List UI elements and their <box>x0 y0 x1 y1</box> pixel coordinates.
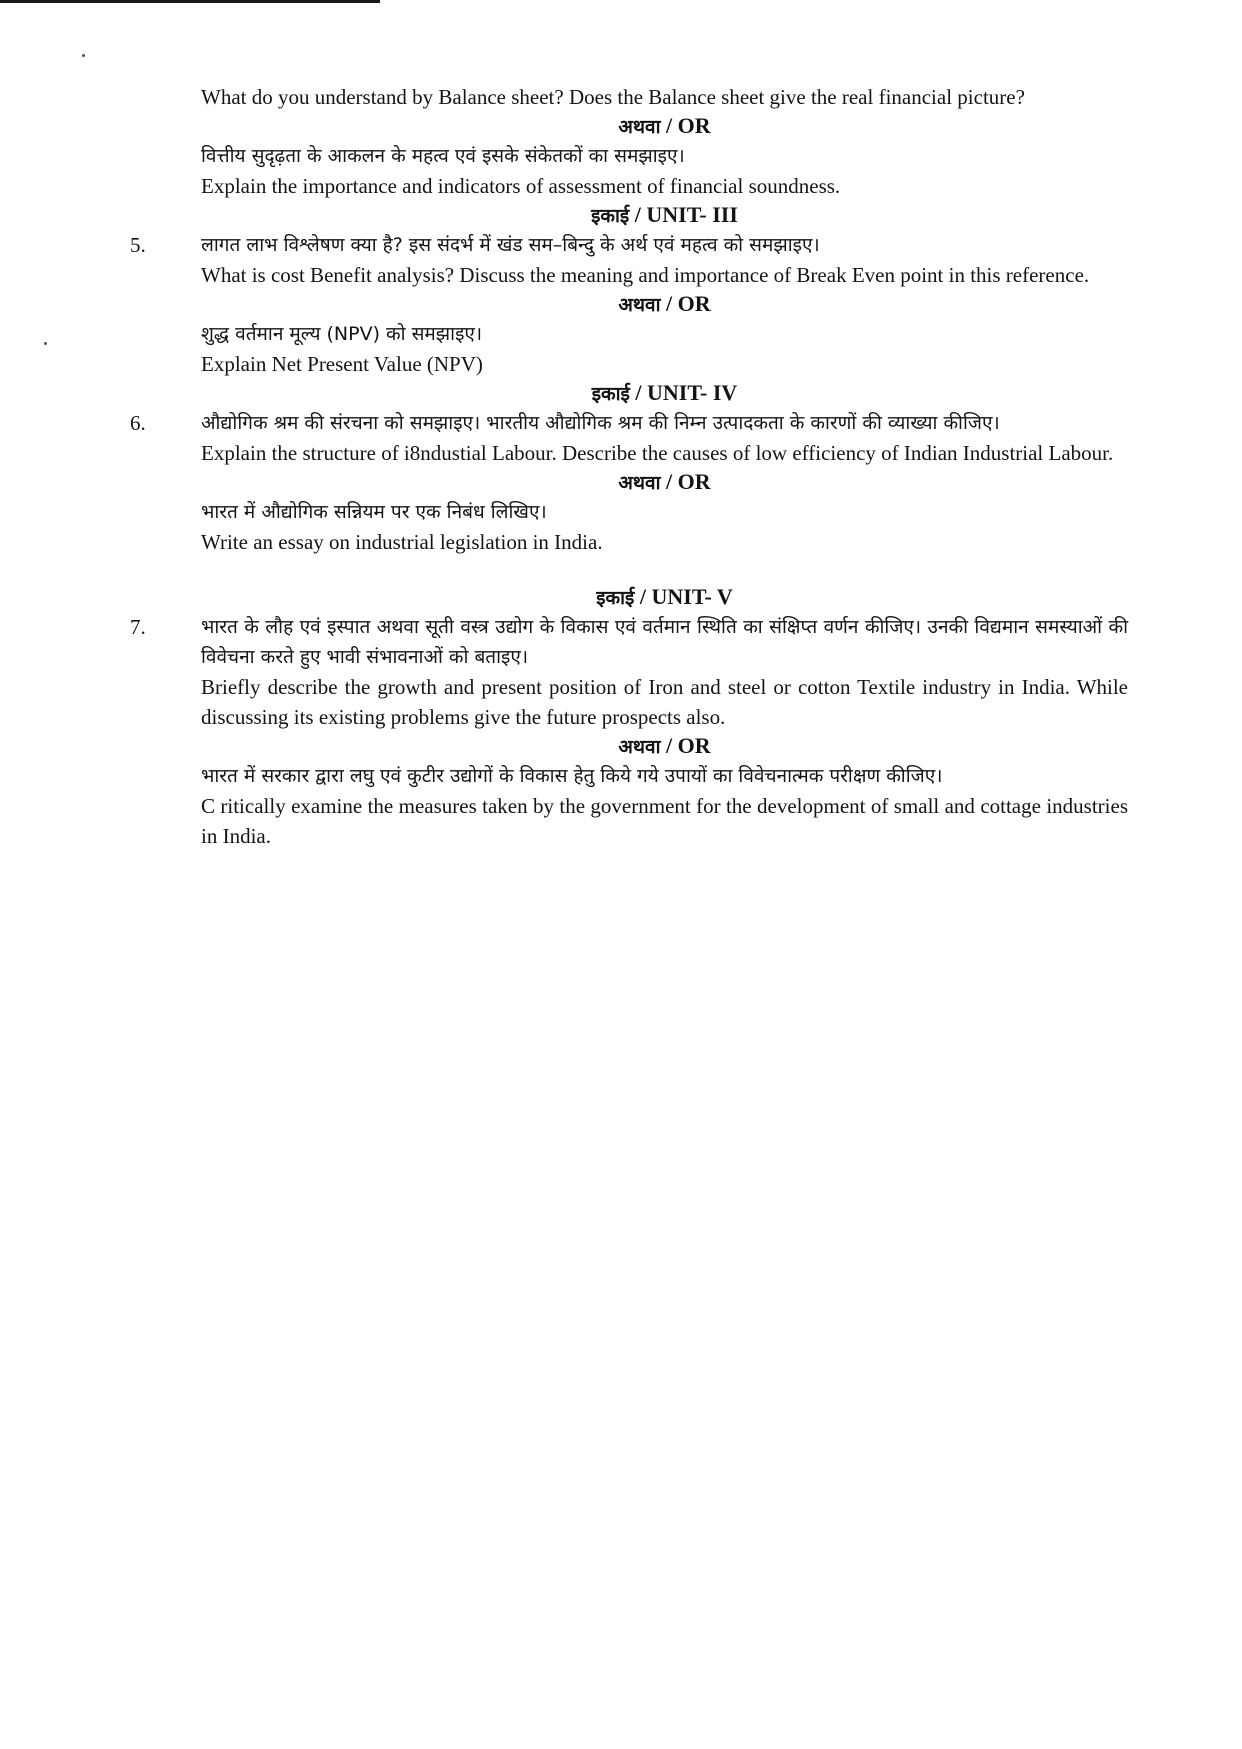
unit-heading <box>130 379 1128 408</box>
slash-separator: / <box>629 202 647 227</box>
scan-speck <box>82 54 85 57</box>
or-english: OR <box>677 113 711 138</box>
or-separator <box>130 732 1128 761</box>
question-text <box>201 612 1128 732</box>
english-text: What is cost Benefit analysis? Discuss the meaning and importance of Break Even point in this reference. <box>201 263 1090 287</box>
unit-english: UNIT- IV <box>647 380 738 405</box>
english-text: Explain the importance and indicators of assessment of financial soundness. <box>201 174 841 198</box>
slash-separator: / <box>660 733 678 758</box>
question-text <box>201 319 1128 379</box>
slash-separator: / <box>660 113 678 138</box>
slash-separator: / <box>660 469 678 494</box>
question-alternative <box>130 497 1128 557</box>
question-paper-page <box>130 82 1128 851</box>
question-block <box>130 408 1128 468</box>
english-text: Explain Net Present Value (NPV) <box>201 352 483 376</box>
hindi-text: वित्तीय सुदृढ़ता के आकलन के महत्व एवं इसके संकेतकों का समझाइए। <box>201 145 685 167</box>
hindi-text: औद्योगिक श्रम की संरचना को समझाइए। भारतीय औद्योगिक श्रम की निम्न उत्पादकता के कारणों की व्याख्या कीजिए। <box>201 412 1000 434</box>
or-english: OR <box>677 469 711 494</box>
unit-heading <box>130 583 1128 612</box>
or-separator <box>130 112 1128 141</box>
or-english: OR <box>677 291 711 316</box>
english-text: Briefly describe the growth and present position of Iron and steel or cotton Textile industry in India. While discussing its existing problems give the future prospects also. <box>201 675 1128 729</box>
hindi-text: भारत में सरकार द्वारा लघु एवं कुटीर उद्योगों के विकास हेतु किये गये उपायों का विवेचनात्मक परीक्षण कीजिए। <box>201 765 943 787</box>
or-english: OR <box>677 733 711 758</box>
unit-english: UNIT- III <box>646 202 738 227</box>
question-number: 6. <box>130 411 146 435</box>
question-text <box>201 408 1128 468</box>
english-text: C ritically examine the measures taken by the government for the development of small and cottage industries in India. <box>201 794 1128 848</box>
unit-hindi: इकाई <box>596 587 635 609</box>
top-edge-rule <box>0 0 380 3</box>
english-text: Write an essay on industrial legislation in India. <box>201 530 603 554</box>
question-alternative <box>130 319 1128 379</box>
hindi-text: भारत में औद्योगिक सन्नियम पर एक निबंध लिखिए। <box>201 501 547 523</box>
or-separator <box>130 468 1128 497</box>
or-hindi: अथवा <box>618 116 661 138</box>
question-text <box>201 141 1128 201</box>
or-hindi: अथवा <box>618 294 661 316</box>
unit-hindi: इकाई <box>591 383 630 405</box>
unit-heading <box>130 201 1128 230</box>
question-block <box>130 612 1128 732</box>
unit-english: UNIT- V <box>651 584 733 609</box>
or-hindi: अथवा <box>618 472 661 494</box>
question-text <box>201 761 1128 851</box>
hindi-text: भारत के लौह एवं इस्पात अथवा सूती वस्त्र उद्योग के विकास एवं वर्तमान स्थिति का संक्षिप्त वर्णन कीजिए। उनकी विद्यमान समस्याओं की विवेचना करते हुए भावी संभावनाओं को बताइए। <box>201 616 1128 668</box>
slash-separator: / <box>629 380 647 405</box>
question-text <box>201 497 1128 557</box>
slash-separator: / <box>660 291 678 316</box>
or-hindi: अथवा <box>618 736 661 758</box>
question-block <box>130 230 1128 290</box>
slash-separator: / <box>634 584 652 609</box>
question-alternative <box>130 761 1128 851</box>
question-number: 7. <box>130 615 146 639</box>
or-separator <box>130 290 1128 319</box>
question-alternative <box>130 82 1128 112</box>
hindi-text: लागत लाभ विश्लेषण क्या है? इस संदर्भ में खंड सम–बिन्दु के अर्थ एवं महत्व को समझाइए। <box>201 234 820 256</box>
question-number: 5. <box>130 233 146 257</box>
question-text <box>201 82 1128 112</box>
hindi-text: शुद्ध वर्तमान मूल्य (NPV) को समझाइए। <box>201 323 483 345</box>
question-alternative <box>130 141 1128 201</box>
english-text: What do you understand by Balance sheet? Does the Balance sheet give the real financial picture? <box>201 85 1025 109</box>
scan-speck <box>44 342 47 345</box>
english-text: Explain the structure of i8ndustial Labour. Describe the causes of low efficiency of Indian Industrial Labour. <box>201 441 1114 465</box>
unit-hindi: इकाई <box>591 205 630 227</box>
question-text <box>201 230 1128 290</box>
